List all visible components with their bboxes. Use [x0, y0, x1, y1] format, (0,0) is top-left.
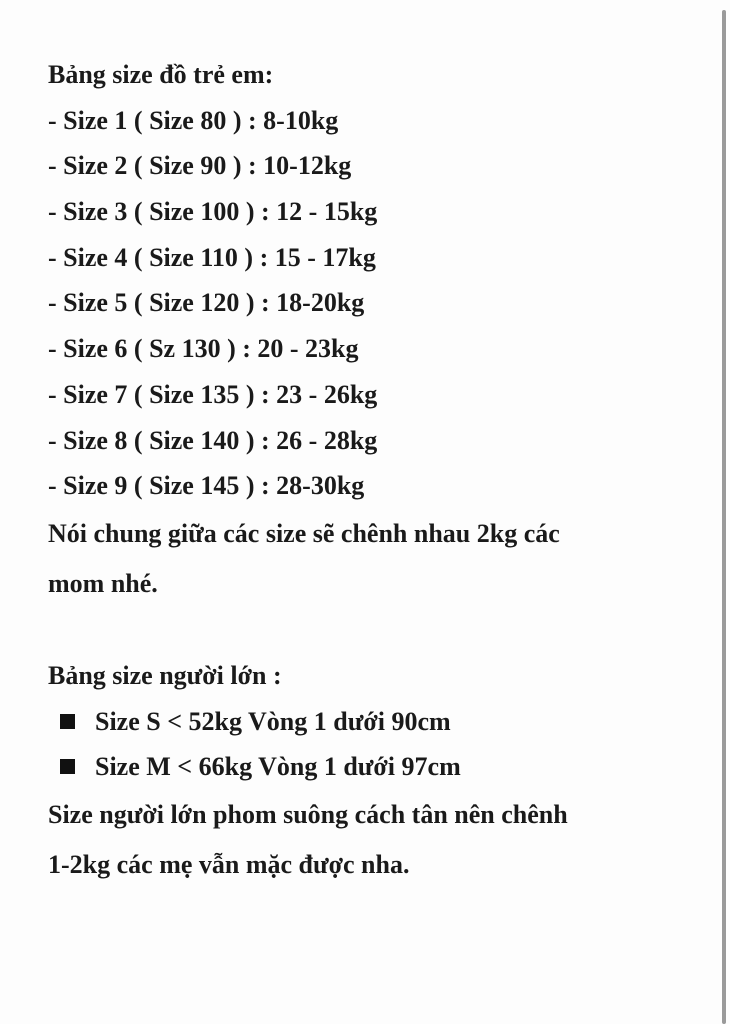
adult-size-item-m-text: Size M < 66kg Vòng 1 dưới 97cm	[95, 752, 461, 782]
kids-size-item-7: - Size 7 ( Size 135 ) : 23 - 26kg	[48, 379, 378, 409]
square-bullet-icon	[60, 759, 75, 774]
kids-note-line-2: mom nhé.	[48, 568, 158, 598]
size-chart-document	[48, 52, 708, 890]
kids-size-item-6: - Size 6 ( Sz 130 ) : 20 - 23kg	[48, 334, 359, 364]
adult-size-item-s	[48, 699, 708, 745]
kids-size-item-4: - Size 4 ( Size 110 ) : 15 - 17kg	[48, 242, 376, 272]
adult-size-item-m	[48, 744, 708, 790]
kids-size-item-8: - Size 8 ( Size 140 ) : 26 - 28kg	[48, 425, 378, 455]
kids-size-item-5: - Size 5 ( Size 120 ) : 18-20kg	[48, 288, 365, 318]
section-gap	[48, 609, 708, 653]
kids-size-item-2: - Size 2 ( Size 90 ) : 10-12kg	[48, 151, 352, 181]
square-bullet-icon	[60, 714, 75, 729]
adult-size-item-s-text: Size S < 52kg Vòng 1 dưới 90cm	[95, 706, 451, 736]
kids-note-line-1: Nói chung giữa các size sẽ chênh nhau 2kg các	[48, 518, 560, 548]
kids-size-item-3: - Size 3 ( Size 100 ) : 12 - 15kg	[48, 197, 378, 227]
kids-size-item-9: - Size 9 ( Size 145 ) : 28-30kg	[48, 471, 365, 501]
kids-size-title: Bảng size đồ trẻ em:	[48, 60, 274, 89]
adult-size-title: Bảng size người lớn :	[48, 660, 282, 690]
kids-size-item-1: - Size 1 ( Size 80 ) : 8-10kg	[48, 105, 339, 135]
adult-note-line-2: 1-2kg các mẹ vẫn mặc được nha.	[48, 849, 410, 879]
adult-note-line-1: Size người lớn phom suông cách tân nên chênh	[48, 799, 568, 829]
scrollbar[interactable]	[722, 10, 726, 1024]
